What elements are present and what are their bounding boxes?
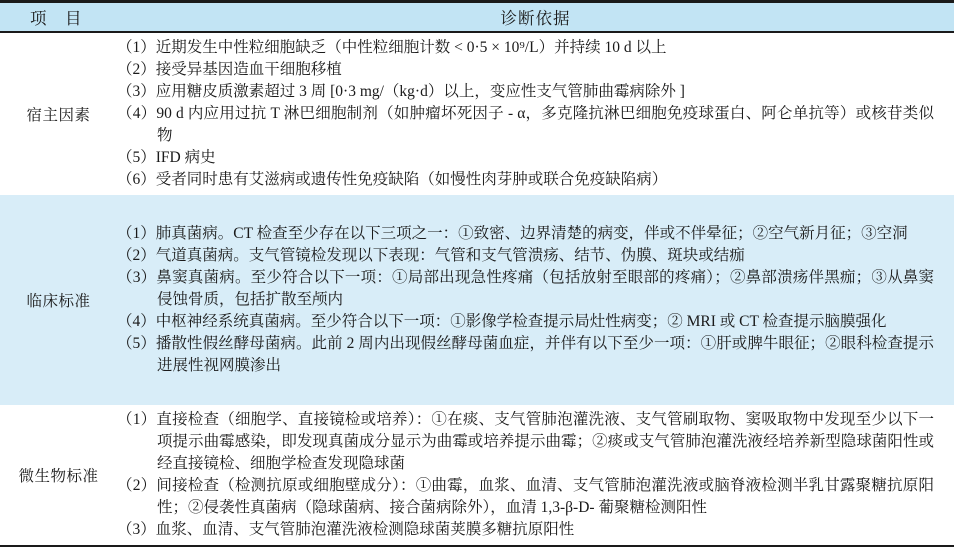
criteria-item: （6）受者同时患有艾滋病或遗传性免疫缺陷（如慢性肉芽肿或联合免疫缺陷病） — [117, 171, 668, 188]
criteria-item: （2）间接检查（检测抗原或细胞壁成分）：①曲霉，血浆、血清、支气管肺泡灌洗液或脑脊液检测半乳甘露聚糖抗原阳性；②侵袭性真菌病（隐球菌病、接合菌病除外），血清 1,3-β-D- 葡聚糖检测阳性 — [117, 477, 934, 516]
row-group-content — [117, 33, 954, 195]
table-body — [0, 33, 954, 547]
criteria-item: （2）气道真菌病。支气管镜检发现以下表现：气管和支气管溃疡、结节、伪膜、斑块或结痂 — [117, 247, 745, 264]
criteria-item: （3）血浆、血清、支气管肺泡灌洗液检测隐球菌荚膜多糖抗原阳性 — [117, 521, 575, 538]
criteria-item: （4）中枢神经系统真菌病。至少符合以下一项：①影像学检查提示局灶性病变；② MRI 或 CT 检查提示脑膜强化 — [117, 313, 887, 330]
column-header-item: 项 目 — [30, 9, 83, 28]
criteria-item: （1）肺真菌病。CT 检查至少存在以下三项之一：①致密、边界清楚的病变，伴或不伴晕征；②空气新月征；③空洞 — [117, 225, 908, 242]
column-header-diagnostic-basis: 诊断依据 — [500, 9, 571, 28]
criteria-item: （1）近期发生中性粒细胞缺乏（中性粒细胞计数 < 0·5 × 10⁹/L）并持续 10 d 以上 — [117, 39, 667, 56]
row-group-2 — [0, 195, 954, 405]
criteria-item: （4）90 d 内应用过抗 T 淋巴细胞制剂（如肿瘤坏死因子 - α，多克隆抗淋巴细胞免疫球蛋白、阿仑单抗等）或核苷类似物 — [117, 105, 934, 144]
row-group-1 — [0, 33, 954, 195]
row-group-content — [117, 195, 954, 405]
criteria-item: （5）播散性假丝酵母菌病。此前 2 周内出现假丝酵母菌血症，并伴有以下至少一项：①肝或脾牛眼征；②眼科检查提示进展性视网膜渗出 — [117, 335, 934, 374]
row-group-label: 宿主因素 — [26, 107, 91, 124]
table-header-row — [0, 0, 954, 33]
criteria-item: （2）接受异基因造血干细胞移植 — [117, 61, 342, 78]
row-group-3 — [0, 405, 954, 545]
criteria-item: （3）鼻窦真菌病。至少符合以下一项：①局部出现急性疼痛（包括放射至眼部的疼痛）；②鼻部溃疡伴黑痂；③从鼻窦侵蚀骨质，包括扩散至颅内 — [117, 269, 934, 308]
criteria-item: （1）直接检查（细胞学、直接镜检或培养）：①在痰、支气管肺泡灌洗液、支气管刷取物、窦吸取物中发现至少以下一项提示曲霉感染，即发现真菌成分显示为曲霉或培养提示曲霉；②痰或支气管肺泡灌洗液经培养新型隐球菌阳性或经直接镜检、细胞学检查发现隐球菌 — [117, 411, 934, 472]
row-group-label: 微生物标准 — [18, 468, 99, 485]
criteria-item: （3）应用糖皮质激素超过 3 周 [0·3 mg/（kg·d）以上，变应性支气管肺曲霉病除外 ] — [117, 83, 685, 100]
criteria-item: （5）IFD 病史 — [117, 149, 216, 166]
row-group-label: 临床标准 — [26, 293, 91, 310]
row-group-content — [117, 405, 954, 545]
